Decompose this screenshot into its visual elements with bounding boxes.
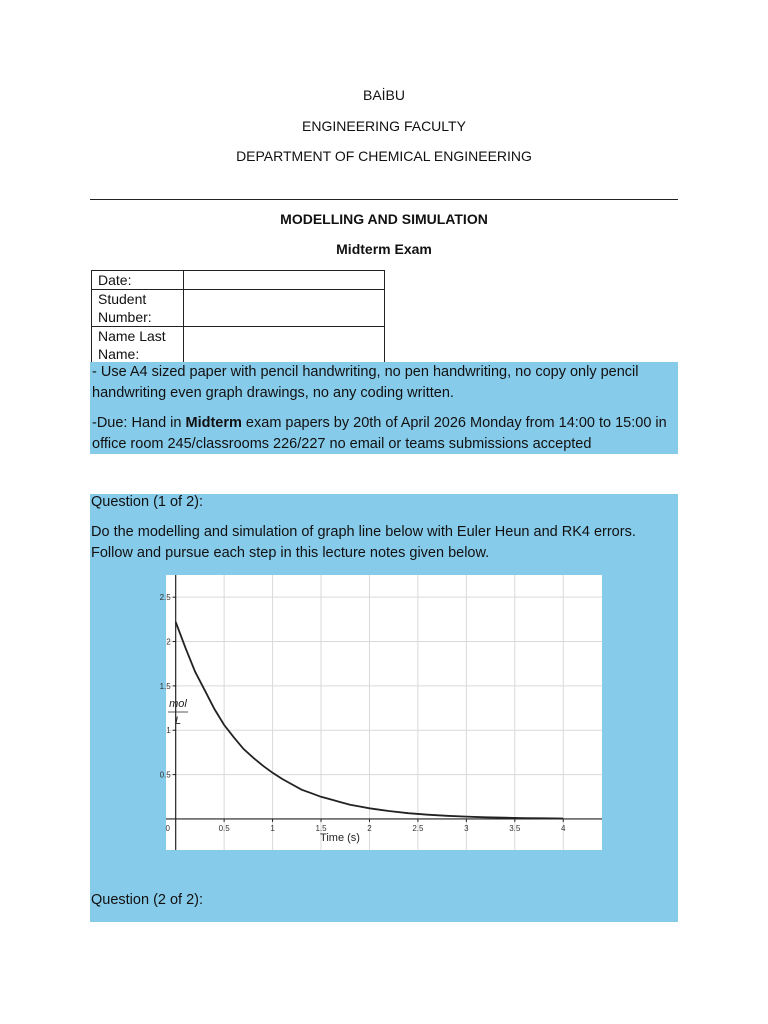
due-bold: Midterm bbox=[185, 415, 242, 431]
x-tick-label: 0.5 bbox=[218, 823, 230, 833]
x-tick-label: 4 bbox=[561, 823, 566, 833]
name-label: Name Last Name: bbox=[92, 327, 184, 364]
due-instruction bbox=[92, 413, 676, 455]
instructions-panel bbox=[90, 362, 678, 454]
x-tick-label: 2 bbox=[367, 823, 372, 833]
student-number-field[interactable] bbox=[184, 290, 385, 327]
name-field[interactable] bbox=[184, 327, 385, 364]
y-axis-label-numerator: mol bbox=[169, 698, 187, 710]
grid-vertical bbox=[224, 575, 563, 850]
question1-heading: Question (1 of 2): bbox=[91, 494, 204, 510]
table-row bbox=[92, 290, 385, 327]
due-prefix: -Due: Hand in bbox=[92, 415, 186, 431]
table-row bbox=[92, 327, 385, 364]
faculty-name: ENGINEERING FACULTY bbox=[302, 118, 466, 134]
grid-horizontal bbox=[166, 597, 602, 774]
question1-text: Do the modelling and simulation of graph line below with Euler Heun and RK4 errors. Follow and pursue each step in this lecture notes given below. bbox=[91, 524, 636, 561]
x-axis-label: Time (s) bbox=[320, 832, 360, 844]
university-name: BAİBU bbox=[362, 87, 405, 103]
y-tick-label: 2 bbox=[166, 637, 171, 647]
date-field[interactable] bbox=[184, 271, 385, 290]
x-tick-label: 0 bbox=[165, 823, 170, 833]
y-tick-label: 0.5 bbox=[159, 770, 171, 780]
x-tick-label: 3.5 bbox=[509, 823, 521, 833]
date-label: Date: bbox=[92, 271, 184, 290]
concentration-chart bbox=[159, 575, 602, 850]
x-tick-labels bbox=[165, 819, 566, 833]
exam-title: Midterm Exam bbox=[336, 241, 432, 257]
instruction-rule: - Use A4 sized paper with pencil handwriting, no pen handwriting, no copy only pencil handwriting even graph drawings, no any coding written. bbox=[92, 364, 639, 401]
chart-svg bbox=[159, 575, 602, 850]
x-tick-label: 1 bbox=[270, 823, 275, 833]
table-row bbox=[92, 271, 385, 290]
y-axis-label-denominator: L bbox=[174, 715, 182, 727]
y-tick-label: 2.5 bbox=[159, 593, 171, 603]
student-info-table bbox=[91, 270, 385, 364]
y-tick-label: 1.5 bbox=[159, 681, 171, 691]
y-tick-label: 1 bbox=[166, 726, 171, 736]
department-name: DEPARTMENT OF CHEMICAL ENGINEERING bbox=[236, 148, 532, 164]
due-suffix: exam papers by 20th of April 2026 Monday from 14:00 to 15:00 in office room 245/classrooms 226/227 no email or teams submissions accepted bbox=[92, 415, 667, 452]
x-tick-label: 3 bbox=[464, 823, 469, 833]
student-number-label: Student Number: bbox=[92, 290, 184, 327]
header-divider bbox=[90, 199, 678, 200]
x-tick-label: 1.5 bbox=[315, 823, 327, 833]
course-title: MODELLING AND SIMULATION bbox=[280, 211, 488, 227]
question2-heading: Question (2 of 2): bbox=[91, 892, 204, 908]
x-tick-label: 2.5 bbox=[412, 823, 424, 833]
